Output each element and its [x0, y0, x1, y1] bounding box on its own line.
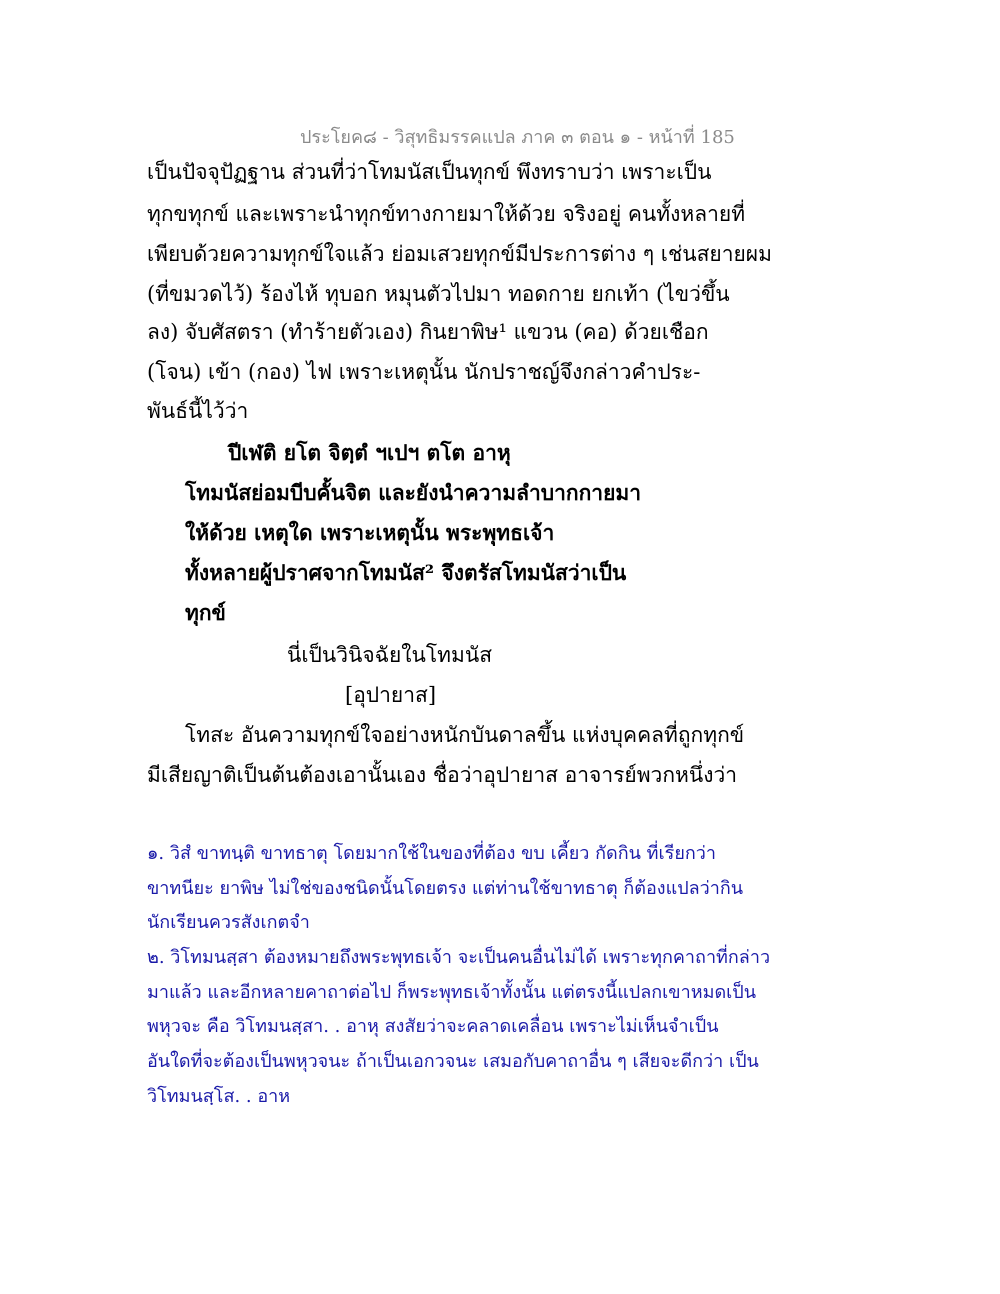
footnote-line: วิโทมนสฺโส. . อาห: [147, 1086, 291, 1107]
body-line: (ที่ขมวดไว้) ร้องไห้ ทุบอก หมุนตัวไปมา ทอดกาย ยกเท้า (ไขว่ขึ้น: [147, 282, 730, 306]
page-header: ประโยค๘ - วิสุทธิมรรคแปล ภาค ๓ ตอน ๑ - หน้าที่ 185: [300, 127, 735, 148]
verse-pali: ปีเฬติ ยโต จิตฺตํ ฯเปฯ ตโต อาหุ: [228, 440, 511, 465]
body-line: พันธ์นี้ไว้ว่า: [147, 399, 249, 423]
body-line: ทุกขทุกข์ และเพราะนำทุกข์ทางกายมาให้ด้วย จริงอยู่ คนทั้งหลายที่: [147, 202, 746, 226]
paragraph-line: โทสะ อันความทุกข์ใจอย่างหนักบันดาลขึ้น แห่งบุคคลที่ถูกทุกข์: [185, 723, 745, 747]
verse-line: ทั้งหลายผู้ปราศจากโทมนัส² จึงตรัสโทมนัสว่าเป็น: [185, 560, 627, 585]
closing-line: นี่เป็นวินิจฉัยในโทมนัส: [287, 643, 493, 667]
body-line: เพียบด้วยความทุกข์ใจแล้ว ย่อมเสวยทุกข์มีประการต่าง ๆ เช่นสยายผม: [147, 242, 772, 266]
footnote-line: พหุวจะ คือ วิโทมนสฺสา. . อาหุ สงสัยว่าจะคลาดเคลื่อน เพราะไม่เห็นจำเป็น: [147, 1016, 719, 1037]
footnote-line: นักเรียนควรสังเกตจำ: [147, 912, 310, 933]
verse-line: ให้ด้วย เหตุใด เพราะเหตุนั้น พระพุทธเจ้า: [185, 520, 555, 545]
body-line: (โจน) เข้า (กอง) ไฟ เพราะเหตุนั้น นักปราชญ์จึงกล่าวคำประ-: [147, 360, 701, 384]
paragraph-line: มีเสียญาติเป็นต้นต้องเอานั้นเอง ชื่อว่าอุปายาส อาจารย์พวกหนึ่งว่า: [147, 763, 738, 787]
footnote-line: ๑. วิสํ ขาทนฺติ ขาทธาตุ โดยมากใช้ในของที่ต้อง ขบ เคี้ยว กัดกิน ที่เรียกว่า: [147, 843, 716, 864]
footnote-line: ๒. วิโทมนสฺสา ต้องหมายถึงพระพุทธเจ้า จะเป็นคนอื่นไม่ได้ เพราะทุกคาถาที่กล่าว: [147, 947, 771, 968]
footnote-line: ขาทนียะ ยาพิษ ไม่ใช่ของชนิดนั้นโดยตรง แต่ท่านใช้ขาทธาตุ ก็ต้องแปลว่ากิน: [147, 878, 744, 899]
footnote-line: มาแล้ว และอีกหลายคาถาต่อไป ก็พระพุทธเจ้าทั้งนั้น แต่ตรงนี้แปลกเขาหมดเป็น: [147, 982, 757, 1003]
body-line: ลง) จับศัสตรา (ทำร้ายตัวเอง) กินยาพิษ¹ แขวน (คอ) ด้วยเชือก: [147, 320, 709, 344]
verse-line: โทมนัสย่อมบีบคั้นจิต และยังนำความลำบากกายมา: [185, 480, 642, 505]
section-title: [อุปายาส]: [345, 683, 437, 707]
body-line: เป็นปัจจุปัฏฐาน ส่วนที่ว่าโทมนัสเป็นทุกข์ พึงทราบว่า เพราะเป็น: [147, 160, 712, 184]
verse-line: ทุกข์: [185, 600, 226, 625]
footnote-line: อันใดที่จะต้องเป็นพหุวจนะ ถ้าเป็นเอกวจนะ เสมอกับคาถาอื่น ๆ เสียจะดีกว่า เป็น: [147, 1051, 759, 1072]
